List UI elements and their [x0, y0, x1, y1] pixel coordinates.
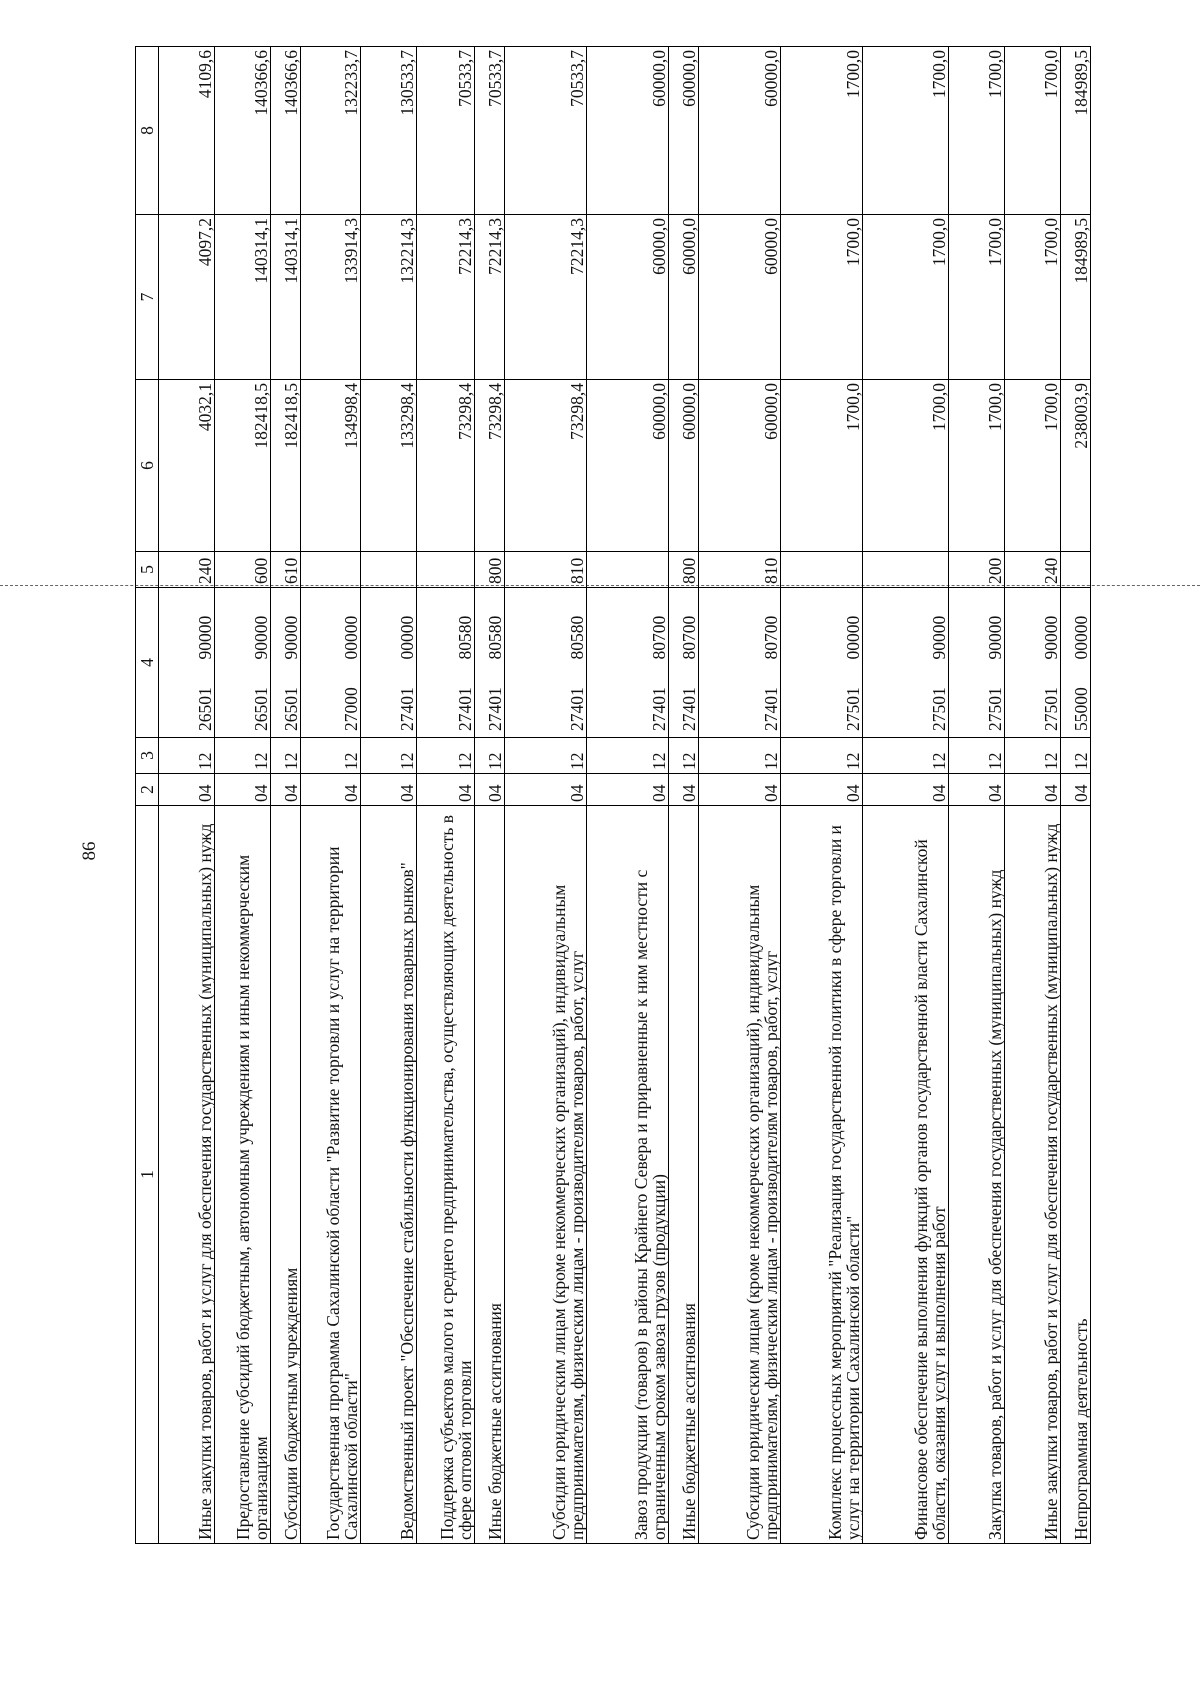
amount-year-3-cell: 70533,7	[505, 47, 587, 215]
target-article-direction: 00000	[1071, 615, 1091, 660]
row-name-cell: Поддержка субъектов малого и среднего предпринимательства, осуществляющих деятельность в сфере оптовой торговли	[417, 806, 475, 1544]
amount-year-1-cell: 1700,0	[781, 380, 863, 552]
expense-type-cell: 800	[475, 552, 505, 588]
expense-type-cell: 800	[669, 552, 699, 588]
amount-year-3-cell: 60000,0	[699, 47, 781, 215]
amount-year-1-cell: 133298,4	[361, 380, 417, 552]
section-code-cell: 04	[1005, 774, 1061, 806]
amount-year-2-cell: 60000,0	[699, 215, 781, 380]
amount-year-2-cell: 1700,0	[949, 215, 1005, 380]
header-col-5: 5	[136, 552, 159, 588]
target-article-cell	[669, 588, 699, 738]
page-number: 86	[79, 841, 100, 861]
subsection-code-cell: 12	[301, 738, 361, 774]
target-article-cell	[505, 588, 587, 738]
row-name-cell: Завоз продукции (товаров) в районы Крайнего Севера и приравненные к ним местности с ограниченным сроком завоза грузов (продукции)	[587, 806, 669, 1544]
subsection-code-cell: 12	[699, 738, 781, 774]
row-name-cell: Финансовое обеспечение выполнения функций органов государственной власти Сахалинской области, оказания услуг и выполнения работ	[863, 806, 949, 1544]
expense-type-cell	[1061, 552, 1091, 588]
section-code-cell: 04	[215, 774, 271, 806]
table-row	[301, 47, 361, 1544]
target-article-code	[282, 591, 300, 734]
target-article-program: 27401	[649, 687, 669, 731]
amount-year-1-cell: 134998,4	[301, 380, 361, 552]
section-code-cell: 04	[159, 774, 215, 806]
table-row	[505, 47, 587, 1544]
amount-year-3-cell: 1700,0	[863, 47, 949, 215]
amount-year-3-cell: 130533,7	[361, 47, 417, 215]
header-col-4: 4	[136, 588, 159, 738]
row-name-cell: Субсидии юридическим лицам (кроме некоммерческих организаций), индивидуальным предпринимателям, физическим лицам - производителям товаров, работ, услуг	[505, 806, 587, 1544]
target-article-cell	[215, 588, 271, 738]
target-article-cell	[475, 588, 505, 738]
subsection-code-cell: 12	[361, 738, 417, 774]
target-article-code	[930, 591, 948, 734]
amount-year-2-cell: 1700,0	[1005, 215, 1061, 380]
amount-year-1-cell: 60000,0	[669, 380, 699, 552]
table-row	[669, 47, 699, 1544]
target-article-program: 27401	[761, 687, 781, 731]
expense-type-cell	[863, 552, 949, 588]
subsection-code-cell: 12	[863, 738, 949, 774]
table-row	[159, 47, 215, 1544]
target-article-direction: 90000	[251, 615, 271, 660]
target-article-code	[486, 591, 504, 734]
header-col-6: 6	[136, 380, 159, 552]
target-article-direction: 80580	[567, 615, 587, 660]
target-article-code	[398, 591, 416, 734]
target-article-code	[680, 591, 698, 734]
target-article-program: 27501	[1041, 687, 1061, 731]
amount-year-3-cell: 140366,6	[271, 47, 301, 215]
target-article-cell	[949, 588, 1005, 738]
amount-year-3-cell: 1700,0	[949, 47, 1005, 215]
table-row	[271, 47, 301, 1544]
section-code-cell: 04	[949, 774, 1005, 806]
target-article-code	[342, 591, 360, 734]
subsection-code-cell: 12	[159, 738, 215, 774]
target-article-cell	[587, 588, 669, 738]
target-article-direction: 90000	[929, 615, 949, 660]
target-article-direction: 90000	[1041, 615, 1061, 660]
target-article-cell	[417, 588, 475, 738]
table-row	[781, 47, 863, 1544]
amount-year-2-cell: 4097,2	[159, 215, 215, 380]
target-article-code	[196, 591, 214, 734]
row-name-cell: Ведомственный проект "Обеспечение стабильности функционирования товарных рынков"	[361, 806, 417, 1544]
section-code-cell: 04	[781, 774, 863, 806]
section-code-cell: 04	[417, 774, 475, 806]
row-name-cell: Закупка товаров, работ и услуг для обеспечения государственных (муниципальных) нужд	[949, 806, 1005, 1544]
row-name-cell: Субсидии юридическим лицам (кроме некоммерческих организаций), индивидуальным предпринимателям, физическим лицам - производителям товаров, работ, услуг	[699, 806, 781, 1544]
target-article-direction: 80700	[761, 615, 781, 660]
target-article-cell	[781, 588, 863, 738]
amount-year-1-cell: 182418,5	[215, 380, 271, 552]
amount-year-2-cell: 1700,0	[781, 215, 863, 380]
expense-type-cell: 610	[271, 552, 301, 588]
expense-type-cell: 810	[699, 552, 781, 588]
subsection-code-cell: 12	[781, 738, 863, 774]
section-code-cell: 04	[475, 774, 505, 806]
budget-table	[135, 46, 1091, 1544]
amount-year-1-cell: 1700,0	[1005, 380, 1061, 552]
target-article-direction: 90000	[985, 615, 1005, 660]
subsection-code-cell: 12	[1005, 738, 1061, 774]
row-name-cell: Непрограммная деятельность	[1061, 806, 1091, 1544]
target-article-direction: 90000	[195, 615, 215, 660]
header-row	[136, 47, 159, 1544]
expense-type-cell: 240	[1005, 552, 1061, 588]
target-article-program: 27000	[341, 687, 361, 731]
target-article-code	[650, 591, 668, 734]
amount-year-2-cell: 60000,0	[587, 215, 669, 380]
target-article-code	[1042, 591, 1060, 734]
header-col-7: 7	[136, 215, 159, 380]
table-row	[587, 47, 669, 1544]
amount-year-3-cell: 70533,7	[417, 47, 475, 215]
target-article-program: 27501	[843, 687, 863, 731]
subsection-code-cell: 12	[475, 738, 505, 774]
amount-year-3-cell: 4109,6	[159, 47, 215, 215]
target-article-code	[1072, 591, 1090, 734]
subsection-code-cell: 12	[505, 738, 587, 774]
section-code-cell: 04	[699, 774, 781, 806]
header-col-3: 3	[136, 738, 159, 774]
target-article-cell	[1061, 588, 1091, 738]
amount-year-1-cell: 73298,4	[475, 380, 505, 552]
section-code-cell: 04	[361, 774, 417, 806]
target-article-cell	[699, 588, 781, 738]
target-article-program: 26501	[251, 687, 271, 731]
header-col-2: 2	[136, 774, 159, 806]
target-article-program: 27401	[485, 687, 505, 731]
target-article-cell	[1005, 588, 1061, 738]
section-code-cell: 04	[669, 774, 699, 806]
amount-year-1-cell: 182418,5	[271, 380, 301, 552]
expense-type-cell: 600	[215, 552, 271, 588]
section-code-cell: 04	[301, 774, 361, 806]
subsection-code-cell: 12	[1061, 738, 1091, 774]
target-article-program: 27401	[455, 687, 475, 731]
section-code-cell: 04	[1061, 774, 1091, 806]
target-article-cell	[863, 588, 949, 738]
expense-type-cell	[587, 552, 669, 588]
amount-year-3-cell: 1700,0	[1005, 47, 1061, 215]
row-name-cell: Государственная программа Сахалинской области "Развитие торговли и услуг на территории Сахалинской области"	[301, 806, 361, 1544]
amount-year-1-cell: 73298,4	[505, 380, 587, 552]
target-article-code	[568, 591, 586, 734]
row-name-cell: Предоставление субсидий бюджетным, автономным учреждениям и иным некоммерческим организациям	[215, 806, 271, 1544]
target-article-direction: 90000	[281, 615, 301, 660]
target-article-program: 26501	[195, 687, 215, 731]
table-row	[215, 47, 271, 1544]
row-name-cell: Иные закупки товаров, работ и услуг для обеспечения государственных (муниципальных) нужд	[1005, 806, 1061, 1544]
subsection-code-cell: 12	[417, 738, 475, 774]
target-article-direction: 00000	[843, 615, 863, 660]
amount-year-2-cell: 60000,0	[669, 215, 699, 380]
target-article-program: 26501	[281, 687, 301, 731]
target-article-direction: 80700	[649, 615, 669, 660]
table-row	[361, 47, 417, 1544]
amount-year-1-cell: 1700,0	[949, 380, 1005, 552]
amount-year-1-cell: 60000,0	[699, 380, 781, 552]
rotated-table-wrapper	[135, 47, 1197, 1544]
section-code-cell: 04	[271, 774, 301, 806]
row-name-cell: Иные бюджетные ассигнования	[669, 806, 699, 1544]
expense-type-cell	[781, 552, 863, 588]
amount-year-3-cell: 184989,5	[1061, 47, 1091, 215]
target-article-code	[252, 591, 270, 734]
target-article-program: 55000	[1071, 687, 1091, 731]
amount-year-2-cell: 140314,1	[215, 215, 271, 380]
table-row	[1061, 47, 1091, 1544]
section-code-cell: 04	[505, 774, 587, 806]
row-name-cell: Иные бюджетные ассигнования	[475, 806, 505, 1544]
amount-year-2-cell: 132214,3	[361, 215, 417, 380]
expense-type-cell	[361, 552, 417, 588]
subsection-code-cell: 12	[949, 738, 1005, 774]
expense-type-cell: 240	[159, 552, 215, 588]
target-article-code	[456, 591, 474, 734]
amount-year-2-cell: 72214,3	[475, 215, 505, 380]
target-article-program: 27501	[929, 687, 949, 731]
target-article-direction: 80580	[455, 615, 475, 660]
amount-year-2-cell: 140314,1	[271, 215, 301, 380]
amount-year-3-cell: 140366,6	[215, 47, 271, 215]
subsection-code-cell: 12	[271, 738, 301, 774]
amount-year-2-cell: 184989,5	[1061, 215, 1091, 380]
row-name-cell: Иные закупки товаров, работ и услуг для обеспечения государственных (муниципальных) нужд	[159, 806, 215, 1544]
target-article-direction: 00000	[341, 615, 361, 660]
amount-year-3-cell: 60000,0	[669, 47, 699, 215]
target-article-code	[762, 591, 780, 734]
amount-year-1-cell: 238003,9	[1061, 380, 1091, 552]
amount-year-3-cell: 60000,0	[587, 47, 669, 215]
subsection-code-cell: 12	[669, 738, 699, 774]
amount-year-2-cell: 1700,0	[863, 215, 949, 380]
target-article-direction: 80700	[679, 615, 699, 660]
amount-year-2-cell: 72214,3	[505, 215, 587, 380]
target-article-direction: 00000	[397, 615, 417, 660]
amount-year-3-cell: 70533,7	[475, 47, 505, 215]
target-article-cell	[361, 588, 417, 738]
subsection-code-cell: 12	[587, 738, 669, 774]
row-name-cell: Комплекс процессных мероприятий "Реализация государственной политики в сфере торговли и услуг на территории Сахалинской области"	[781, 806, 863, 1544]
row-name-cell: Субсидии бюджетным учреждениям	[271, 806, 301, 1544]
table-row	[863, 47, 949, 1544]
subsection-code-cell: 12	[215, 738, 271, 774]
target-article-cell	[301, 588, 361, 738]
target-article-cell	[271, 588, 301, 738]
expense-type-cell	[301, 552, 361, 588]
amount-year-1-cell: 1700,0	[863, 380, 949, 552]
amount-year-1-cell: 4032,1	[159, 380, 215, 552]
target-article-program: 27401	[679, 687, 699, 731]
expense-type-cell: 810	[505, 552, 587, 588]
amount-year-3-cell: 1700,0	[781, 47, 863, 215]
table-row	[475, 47, 505, 1544]
target-article-cell	[159, 588, 215, 738]
amount-year-1-cell: 60000,0	[587, 380, 669, 552]
table-row	[949, 47, 1005, 1544]
target-article-direction: 80580	[485, 615, 505, 660]
amount-year-2-cell: 72214,3	[417, 215, 475, 380]
target-article-code	[986, 591, 1004, 734]
section-code-cell: 04	[863, 774, 949, 806]
target-article-code	[844, 591, 862, 734]
header-col-1: 1	[136, 806, 159, 1544]
expense-type-cell	[417, 552, 475, 588]
table-row	[699, 47, 781, 1544]
amount-year-3-cell: 132233,7	[301, 47, 361, 215]
target-article-program: 27401	[567, 687, 587, 731]
target-article-program: 27501	[985, 687, 1005, 731]
table-row	[417, 47, 475, 1544]
amount-year-2-cell: 133914,3	[301, 215, 361, 380]
header-col-8: 8	[136, 47, 159, 215]
expense-type-cell: 200	[949, 552, 1005, 588]
target-article-program: 27401	[397, 687, 417, 731]
table-row	[1005, 47, 1061, 1544]
section-code-cell: 04	[587, 774, 669, 806]
amount-year-1-cell: 73298,4	[417, 380, 475, 552]
